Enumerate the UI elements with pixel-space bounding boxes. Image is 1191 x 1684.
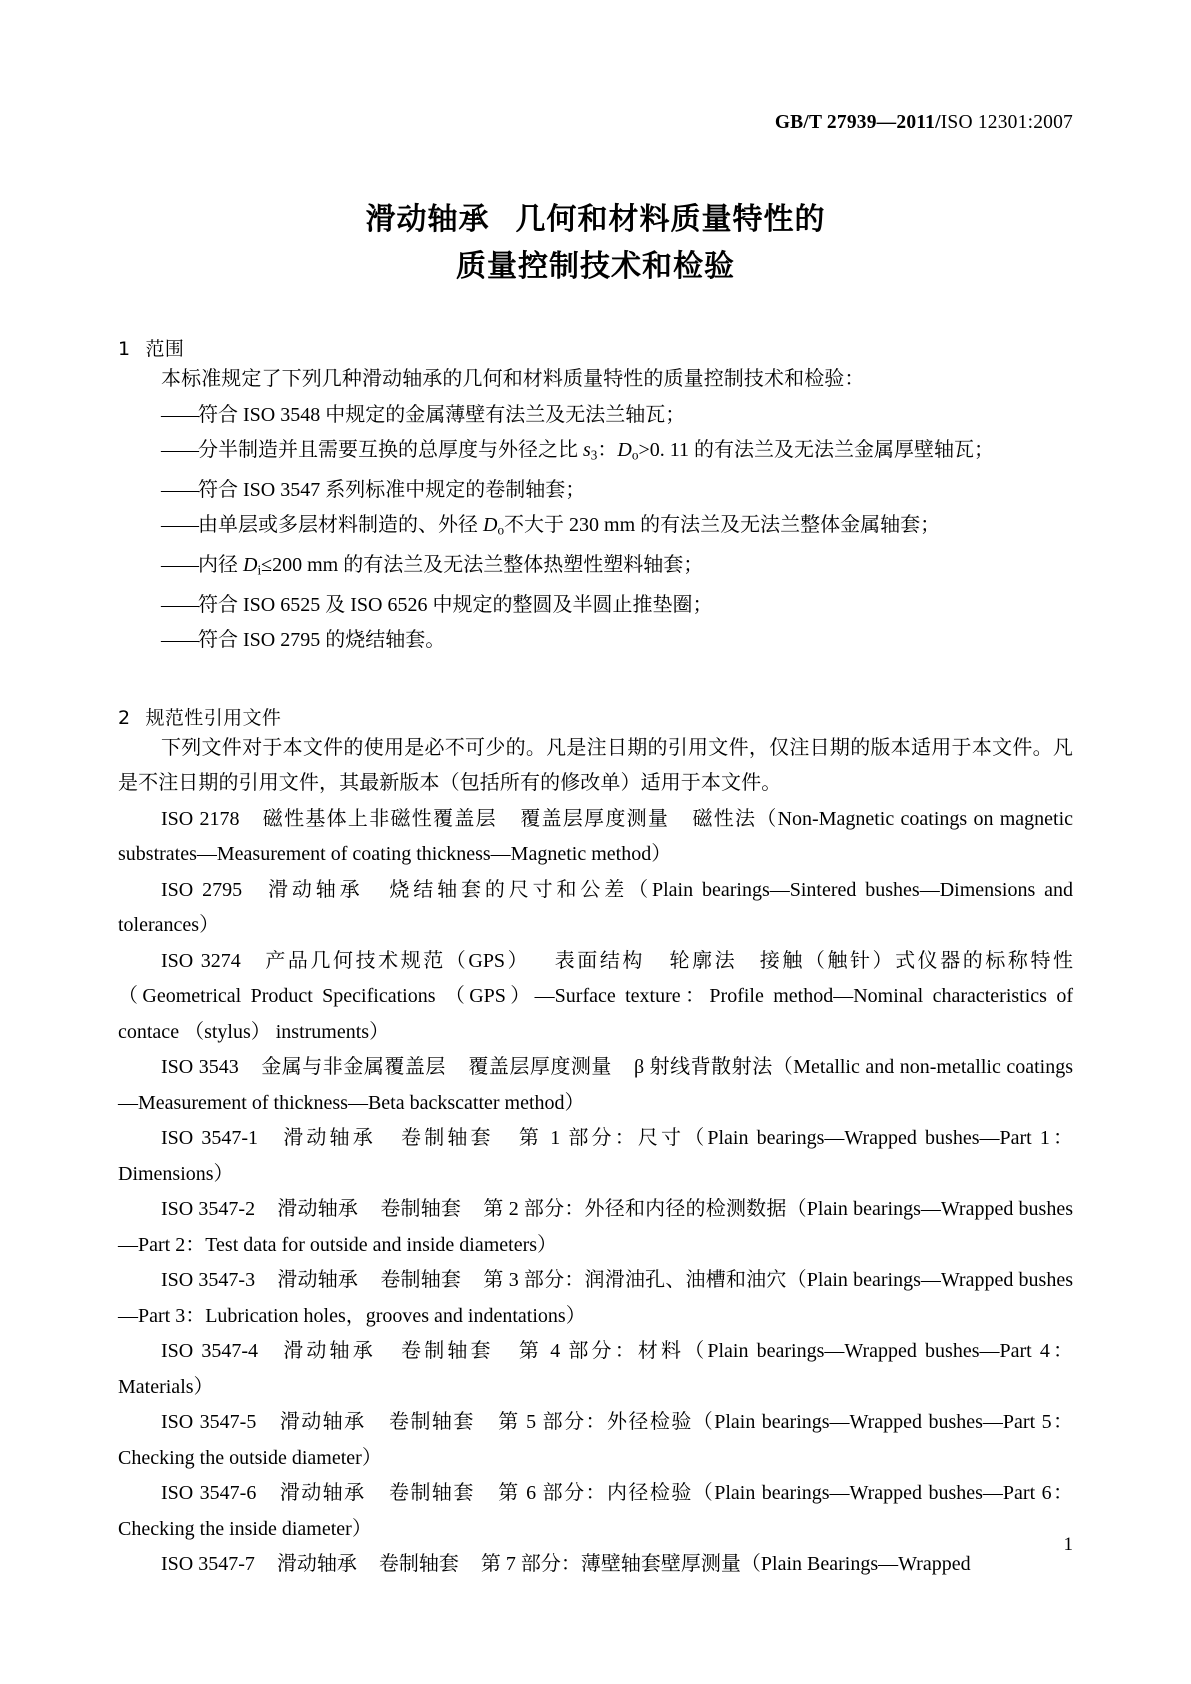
reference-id: ISO 3274 bbox=[161, 949, 241, 972]
reference-subtitle-cn: 卷制轴套 bbox=[378, 1553, 459, 1576]
reference-id: ISO 3547-3 bbox=[161, 1269, 256, 1292]
scope-item-list bbox=[118, 398, 1073, 659]
section-number-2: 2 bbox=[118, 706, 131, 729]
page-number: 1 bbox=[1063, 1534, 1073, 1555]
reference-title-en: （Plain bearings—Wrapped bushes—Part 1：Dimensions） bbox=[118, 1127, 1074, 1185]
section-label-2: 规范性引用文件 bbox=[145, 706, 282, 729]
list-item-text: 符合 ISO 2795 的烧结轴套。 bbox=[198, 629, 446, 652]
reference-method-cn: 磁性法 bbox=[691, 807, 757, 830]
list-item-text: 符合 ISO 6525 及 ISO 6526 中规定的整圆及半圆止推垫圈； bbox=[198, 593, 713, 616]
reference-method-cn: 第 6 部分：内径检验 bbox=[496, 1482, 693, 1505]
reference-title-en: （Plain bearings—Wrapped bushes—Part 2：Test data for outside and inside diameters） bbox=[118, 1198, 1073, 1256]
list-item-text: 符合 ISO 3547 系列标准中规定的卷制轴套； bbox=[198, 478, 586, 501]
list-item-text: 内径 bbox=[198, 554, 243, 577]
variable-d: D bbox=[483, 514, 498, 537]
title-line-1 bbox=[0, 196, 1191, 243]
reference-id: ISO 2178 bbox=[161, 807, 240, 830]
reference-id: ISO 3547-4 bbox=[161, 1340, 259, 1363]
reference-title-cn: 磁性基体上非磁性覆盖层 bbox=[261, 807, 497, 830]
reference-method-cn: 第 3 部分：润滑油孔、油槽和油穴 bbox=[483, 1269, 787, 1292]
reference-title-en: （Plain bearings—Wrapped bushes—Part 4：Materials） bbox=[118, 1340, 1074, 1398]
list-item-text: 由单层或多层材料制造的、外径 bbox=[198, 514, 483, 537]
reference-title-en: （Metallic and non-metallic coatings—Measurement of thickness—Beta backscatter method） bbox=[118, 1056, 1074, 1114]
reference-method-cn: 轮廓法 接触（触针）式仪器的标称特性 bbox=[666, 949, 1074, 972]
reference-title-en: （Plain Bearings—Wrapped bbox=[740, 1553, 971, 1576]
reference-entry bbox=[118, 873, 1073, 944]
reference-id: ISO 3547-7 bbox=[161, 1553, 255, 1576]
reference-title-cn: 滑动轴承 bbox=[280, 1340, 376, 1363]
document-body bbox=[118, 336, 1073, 1583]
reference-title-cn: 滑动轴承 bbox=[277, 1198, 359, 1221]
reference-method-cn: 第 1 部分：尺寸 bbox=[515, 1127, 685, 1150]
reference-title-en: （Plain bearings—Sintered bushes—Dimensions and tolerances） bbox=[118, 878, 1074, 937]
list-item-separator: ： bbox=[597, 439, 618, 461]
section-heading-normative-references bbox=[118, 705, 1073, 731]
reference-subtitle-cn: 卷制轴套 bbox=[397, 1127, 494, 1150]
reference-method-cn: 第 7 部分：薄壁轴套壁厚测量 bbox=[480, 1553, 741, 1576]
reference-id: ISO 2795 bbox=[161, 878, 243, 901]
section-number-1: 1 bbox=[118, 338, 131, 360]
normative-reference-list bbox=[118, 802, 1073, 1583]
list-item-text-tail: 不大于 230 mm 的有法兰及无法兰整体金属轴套； bbox=[504, 514, 941, 537]
reference-id: ISO 3543 bbox=[161, 1056, 239, 1079]
reference-title-en: （Plain bearings—Wrapped bushes—Part 5：Checking the outside diameter） bbox=[118, 1411, 1074, 1469]
list-item-text: 分半制造并且需要互换的总厚度与外径之比 bbox=[198, 439, 583, 461]
reference-method-cn: 第 4 部分：材料 bbox=[515, 1340, 685, 1363]
running-header bbox=[0, 112, 1073, 134]
reference-method-cn: 第 5 部分：外径检验 bbox=[496, 1411, 693, 1434]
reference-entry bbox=[118, 1192, 1073, 1263]
list-item: ——符合 ISO 3548 中规定的金属薄壁有法兰及无法兰轴瓦； bbox=[161, 403, 686, 426]
variable-d: D bbox=[243, 554, 258, 577]
title-line-1-part-b: 几何和材料质量特性的 bbox=[515, 202, 826, 237]
list-item-text: 符合 ISO 3548 中规定的金属薄壁有法兰及无法兰轴瓦； bbox=[198, 403, 686, 426]
reference-title-cn: 滑动轴承 bbox=[278, 1411, 366, 1434]
list-item: ——符合 ISO 3547 系列标准中规定的卷制轴套； bbox=[161, 478, 586, 501]
reference-entry bbox=[118, 1334, 1073, 1405]
reference-id: ISO 3547-1 bbox=[161, 1127, 259, 1150]
reference-title-en: （Non-Magnetic coatings on magnetic substrates—Measurement of coating thickness—Magnetic method） bbox=[118, 807, 1074, 866]
scope-intro-paragraph: 本标准规定了下列几种滑动轴承的几何和材料质量特性的质量控制技术和检验： bbox=[161, 368, 865, 390]
reference-entry bbox=[118, 802, 1073, 873]
variable-s-subscript: 3 bbox=[590, 447, 598, 463]
list-item: ——内径 $D_i\le 200$ mm 的有法兰及无法兰整体热塑性塑料轴套； bbox=[161, 554, 704, 578]
variable-s: s bbox=[583, 439, 591, 461]
header-standard-code: GB/T 27939—2011/ bbox=[774, 112, 941, 133]
variable-d-subscript: o bbox=[631, 447, 639, 463]
reference-id: ISO 3547-5 bbox=[161, 1411, 257, 1434]
title-line-1-part-a: 滑动轴承 bbox=[365, 202, 490, 237]
reference-method-cn: 第 2 部分：外径和内径的检测数据 bbox=[483, 1198, 787, 1221]
header-iso-code: ISO 12301:2007 bbox=[940, 112, 1073, 133]
reference-title-cn: 金属与非金属覆盖层 bbox=[260, 1056, 446, 1079]
section-label-1: 范围 bbox=[145, 338, 185, 360]
list-item: ——分半制造并且需要互换的总厚度与外径之比 $s_3$：$D_o>0$. 11 的有法兰及无法兰金属厚壁轴瓦； bbox=[161, 439, 994, 463]
reference-title-cn: 滑动轴承 bbox=[277, 1269, 359, 1292]
reference-subtitle-cn: 烧结轴套的尺寸和公差 bbox=[385, 878, 629, 901]
normative-intro-paragraph: 下列文件对于本文件的使用是必不可少的。凡是注日期的引用文件，仅注日期的版本适用于本文件。凡是不注日期的引用文件，其最新版本（包括所有的修改单）适用于本文件。 bbox=[118, 736, 1073, 795]
page-title bbox=[0, 196, 1191, 290]
reference-title-en: （Plain bearings—Wrapped bushes—Part 3：Lubrication holes，grooves and indentations） bbox=[118, 1269, 1073, 1327]
variable-d: D bbox=[617, 439, 632, 461]
reference-title-cn: 滑动轴承 bbox=[264, 878, 364, 901]
reference-subtitle-cn: 卷制轴套 bbox=[380, 1198, 462, 1221]
variable-d-subscript: i bbox=[257, 562, 262, 578]
list-item: ——由单层或多层材料制造的、外径 $D_o$不大于 230 mm 的有法兰及无法兰整体金属轴套； bbox=[161, 514, 941, 538]
reference-entry bbox=[118, 1405, 1073, 1476]
reference-id: ISO 3547-2 bbox=[161, 1198, 256, 1221]
reference-title-en: （Geometrical Product Specifications （GPS）—Surface texture：Profile method—Nominal characteristics of contace （stylus） instruments） bbox=[118, 985, 1073, 1043]
reference-subtitle-cn: 表面结构 bbox=[552, 949, 645, 972]
list-item: ——符合 ISO 6525 及 ISO 6526 中规定的整圆及半圆止推垫圈； bbox=[161, 593, 713, 616]
reference-title-cn: 产品几何技术规范（GPS） bbox=[262, 949, 531, 972]
reference-subtitle-cn: 卷制轴套 bbox=[397, 1340, 494, 1363]
reference-title-cn: 滑动轴承 bbox=[280, 1127, 376, 1150]
reference-subtitle-cn: 卷制轴套 bbox=[380, 1269, 462, 1292]
reference-entry bbox=[118, 1121, 1073, 1192]
reference-entry bbox=[118, 944, 1073, 1051]
list-item-text-tail: ≤200 mm 的有法兰及无法兰整体热塑性塑料轴套； bbox=[261, 554, 704, 577]
list-item-text-tail: >0. 11 的有法兰及无法兰金属厚壁轴瓦； bbox=[638, 439, 994, 461]
reference-method-cn: β 射线背散射法 bbox=[633, 1056, 773, 1079]
reference-title-cn: 滑动轴承 bbox=[278, 1482, 366, 1505]
reference-subtitle-cn: 覆盖层厚度测量 bbox=[518, 807, 670, 830]
reference-title-cn: 滑动轴承 bbox=[276, 1553, 357, 1576]
reference-entry bbox=[118, 1263, 1073, 1334]
reference-title-en: （Plain bearings—Wrapped bushes—Part 6：Checking the inside diameter） bbox=[118, 1482, 1074, 1540]
reference-subtitle-cn: 覆盖层厚度测量 bbox=[467, 1056, 612, 1079]
reference-subtitle-cn: 卷制轴套 bbox=[387, 1411, 475, 1434]
reference-entry bbox=[118, 1050, 1073, 1121]
list-item: ——符合 ISO 2795 的烧结轴套。 bbox=[161, 629, 446, 652]
section-heading-scope bbox=[118, 336, 1073, 362]
reference-id: ISO 3547-6 bbox=[161, 1482, 257, 1505]
reference-subtitle-cn: 卷制轴套 bbox=[387, 1482, 475, 1505]
variable-d-subscript: o bbox=[497, 522, 505, 538]
title-line-2: 质量控制技术和检验 bbox=[456, 249, 735, 284]
